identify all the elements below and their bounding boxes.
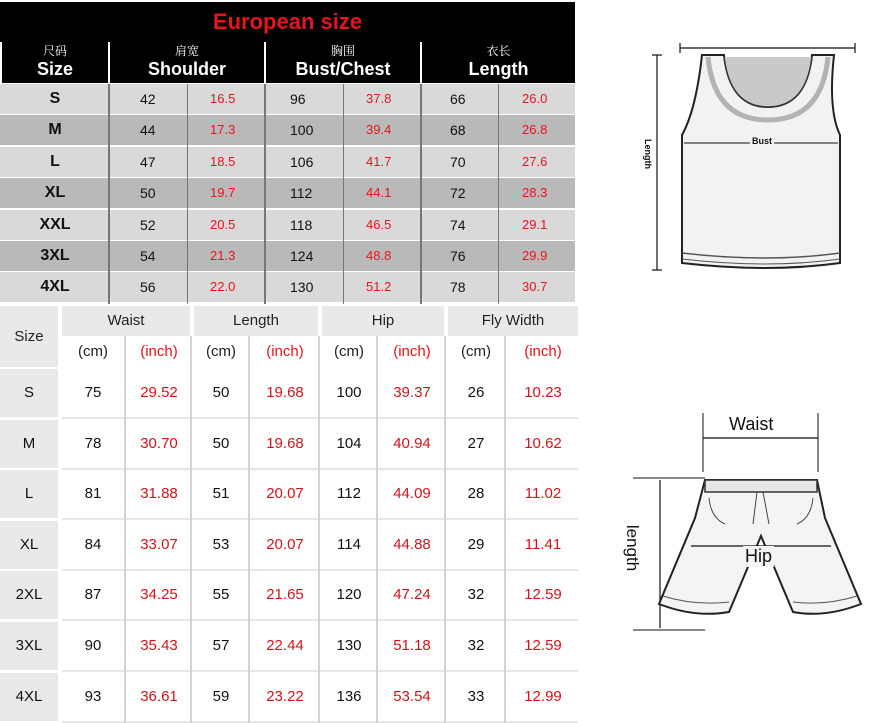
table-row (0, 241, 575, 271)
table-cell-value: 28 (467, 485, 485, 503)
table-row (0, 210, 575, 240)
table-cell-value: 40.94 (393, 434, 431, 452)
header-bust-en: Bust/Chest (295, 59, 391, 79)
table-cell-shoulder-in: 16.5 (210, 91, 236, 106)
table-cell-shoulder-cm: 54 (140, 248, 156, 264)
table-cell-value: 39.37 (393, 384, 431, 401)
unit-inch: (inch) (128, 336, 190, 367)
table-cell-shoulder-in: 19.7 (210, 185, 236, 201)
header-length-en: Length (468, 59, 529, 79)
table-row (0, 420, 578, 468)
shorts-diagram (625, 408, 875, 638)
table-row (0, 622, 578, 670)
bottom-header-waist: Waist (62, 306, 190, 336)
table-cell-size: 3XL (40, 247, 70, 264)
column-divider (504, 336, 506, 723)
table-cell-size: M (48, 121, 62, 139)
table-cell-bust-cm: 96 (290, 91, 306, 107)
table-cell-value: 47.24 (393, 586, 431, 604)
table-row (0, 521, 578, 569)
table-cell-value: 136 (336, 687, 362, 705)
table-cell-bust-cm: 118 (290, 216, 313, 233)
table-cell-size: L (50, 152, 60, 170)
row-divider (62, 721, 578, 723)
table-cell-size: M (0, 420, 58, 468)
table-cell-value: 29.52 (140, 384, 178, 401)
header-size-cn: 尺码 (42, 44, 67, 58)
shorts-length-label: length (623, 524, 643, 572)
table-cell-size: XXL (39, 215, 71, 233)
table-cell-value: 53 (212, 535, 230, 553)
table-cell-size: 3XL (0, 622, 58, 670)
table-cell-value: 20.07 (266, 535, 304, 553)
table-cell-length-cm: 72 (450, 185, 466, 202)
table-cell-value: 19.68 (266, 434, 304, 452)
table-cell-value: 26 (467, 384, 485, 401)
table-cell-shoulder-in: 22.0 (210, 279, 236, 295)
table-cell-value: 84 (84, 535, 102, 553)
table-cell-length-in: 29.9 (522, 248, 548, 263)
table-row (0, 178, 575, 208)
column-divider (376, 336, 378, 723)
table-cell-bust-cm: 130 (290, 279, 314, 296)
table-cell-value: 34.25 (140, 586, 178, 604)
bottom-header-hip: Hip (322, 306, 444, 336)
table-row (0, 673, 578, 721)
vest-length-label: Length (643, 139, 653, 169)
table-cell-value: 44.09 (393, 485, 431, 503)
table-cell-value: 12.99 (524, 687, 562, 705)
table-cell-value: 30.70 (140, 434, 178, 452)
table-cell-length-in: 26.0 (522, 91, 548, 106)
table-cell-value: 11.41 (524, 535, 562, 553)
column-divider (248, 336, 250, 723)
table-cell-value: 114 (337, 535, 361, 553)
header-bust-cn: 胸围 (330, 44, 355, 58)
unit-cm: (cm) (194, 336, 248, 367)
table-cell-value: 32 (467, 586, 485, 604)
table-cell-value: 112 (337, 485, 361, 503)
table-cell-shoulder-cm: 42 (140, 91, 156, 107)
table-cell-shoulder-cm: 50 (140, 185, 156, 202)
bust-label: Bust (752, 136, 772, 146)
column-divider (124, 336, 126, 723)
table-cell-bust-in: 48.8 (366, 248, 392, 263)
table-cell-value: 50 (212, 434, 230, 452)
european-size-table (0, 0, 578, 303)
table-cell-shoulder-in: 20.5 (210, 216, 236, 232)
table-cell-length-cm: 68 (450, 122, 466, 139)
table-cell-value: 120 (336, 586, 362, 604)
column-divider (343, 84, 344, 304)
table-cell-size: S (0, 369, 58, 417)
table-cell-value: 29 (467, 535, 485, 553)
table-row (0, 84, 575, 114)
table-cell-length-cm: 78 (450, 279, 466, 296)
table-cell-value: 104 (336, 434, 362, 452)
table-cell-value: 31.88 (140, 485, 178, 503)
table-cell-shoulder-cm: 44 (140, 122, 156, 139)
unit-inch: (inch) (508, 336, 578, 367)
table-cell-value: 44.88 (393, 535, 431, 553)
table-cell-length-in: 26.8 (522, 122, 548, 138)
table-cell-value: 36.61 (140, 687, 178, 705)
table-cell-bust-in: 37.8 (366, 91, 392, 106)
table-cell-bust-cm: 124 (290, 248, 314, 264)
table-cell-value: 35.43 (140, 637, 178, 654)
table-cell-value: 81 (84, 485, 102, 503)
table-cell-shoulder-in: 17.3 (210, 122, 236, 138)
table-cell-value: 21.65 (266, 586, 304, 604)
table-cell-value: 50 (212, 384, 230, 401)
table-row (0, 272, 575, 302)
header-length-cn: 衣长 (486, 44, 511, 58)
table-cell-shoulder-cm: 56 (140, 279, 156, 296)
table-cell-value: 20.07 (266, 485, 304, 503)
column-divider (420, 84, 422, 304)
column-divider (444, 336, 446, 723)
bottom-header-length: Length (194, 306, 318, 336)
header-shoulder (110, 42, 264, 83)
header-size (2, 42, 108, 83)
unit-cm: (cm) (322, 336, 376, 367)
shorts-illustration (625, 408, 875, 638)
unit-inch: (inch) (380, 336, 444, 367)
column-divider (190, 336, 192, 723)
bottom-header-size: Size (0, 306, 58, 367)
table-cell-size: 4XL (0, 673, 58, 721)
table-cell-length-cm: 66 (450, 91, 466, 107)
table-cell-shoulder-in: 18.5 (210, 153, 236, 169)
column-divider (318, 336, 320, 723)
table-cell-value: 32 (467, 637, 485, 654)
table-cell-value: 27 (467, 434, 485, 452)
table-cell-size: L (0, 470, 58, 518)
table-cell-value: 51.18 (393, 637, 431, 654)
header-shoulder-en: Shoulder (147, 59, 226, 79)
header-length (422, 42, 575, 83)
table-cell-length-in: 30.7 (522, 279, 548, 295)
vest-diagram (640, 35, 880, 285)
table-cell-value: 33.07 (140, 535, 178, 553)
table-cell-size: S (49, 90, 61, 107)
table-cell-value: 33 (467, 687, 485, 705)
unit-inch: (inch) (252, 336, 318, 367)
table-cell-length-in: 27.6 (522, 153, 548, 169)
table-cell-shoulder-in: 21.3 (210, 248, 236, 263)
table-cell-length-cm: 74 (450, 216, 466, 233)
table-cell-shoulder-cm: 47 (140, 153, 156, 170)
table-cell-value: 53.54 (393, 687, 431, 705)
table-cell-size: XL (0, 521, 58, 569)
table-cell-value: 51 (212, 485, 230, 503)
waist-label: Waist (729, 414, 774, 434)
table-cell-value: 10.62 (524, 434, 562, 452)
table-cell-value: 100 (336, 384, 362, 401)
table-cell-value: 11.02 (524, 485, 562, 503)
table-cell-size: 4XL (40, 278, 70, 296)
vest-illustration (640, 35, 880, 285)
bottom-header-fly-width: Fly Width (448, 306, 578, 336)
table-cell-length-cm: 76 (450, 248, 466, 264)
column-divider (498, 84, 499, 304)
table-cell-value: 23.22 (266, 687, 304, 705)
table-cell-value: 78 (84, 434, 102, 452)
table-cell-bust-in: 41.7 (366, 153, 392, 169)
table-cell-bust-in: 39.4 (366, 122, 392, 138)
table-cell-bust-cm: 100 (290, 122, 314, 139)
table-cell-value: 10.23 (524, 384, 562, 401)
table-row (0, 369, 578, 417)
column-divider (264, 84, 266, 304)
table-cell-size: XL (44, 184, 66, 202)
table-row (0, 470, 578, 518)
table-cell-bust-in: 44.1 (366, 185, 392, 201)
table-cell-value: 87 (84, 586, 102, 604)
table-row (0, 115, 575, 145)
table-cell-value: 93 (84, 687, 102, 705)
table-cell-value: 12.59 (524, 637, 562, 654)
table-cell-value: 55 (212, 586, 230, 604)
table-cell-bust-in: 51.2 (366, 279, 392, 295)
column-divider (187, 84, 188, 304)
table-title: European size (0, 2, 575, 42)
header-shoulder-cn: 肩宽 (174, 44, 199, 58)
unit-cm: (cm) (448, 336, 504, 367)
table-cell-length-in: 28.3 (522, 185, 548, 201)
table-row (0, 571, 578, 619)
hip-label: Hip (745, 546, 773, 566)
table-cell-length-cm: 70 (450, 153, 466, 170)
table-cell-value: 59 (212, 687, 230, 705)
header-size-en: Size (36, 59, 74, 79)
table-cell-size: 2XL (0, 571, 58, 619)
shorts-size-table (0, 306, 578, 709)
table-cell-bust-cm: 106 (290, 153, 314, 170)
table-cell-value: 57 (212, 637, 230, 654)
table-cell-value: 75 (84, 384, 102, 401)
table-cell-value: 130 (336, 637, 362, 654)
column-divider (108, 84, 110, 304)
table-row (0, 147, 575, 177)
table-cell-value: 22.44 (266, 637, 304, 654)
unit-cm: (cm) (62, 336, 124, 367)
table-cell-value: 90 (84, 637, 102, 654)
table-cell-length-in: 29.1 (522, 216, 548, 232)
header-bust (266, 42, 420, 83)
table-cell-value: 19.68 (266, 384, 304, 401)
table-cell-bust-cm: 112 (290, 185, 313, 202)
table-cell-value: 12.59 (524, 586, 562, 604)
table-cell-bust-in: 46.5 (366, 216, 392, 232)
table-cell-shoulder-cm: 52 (140, 216, 156, 233)
